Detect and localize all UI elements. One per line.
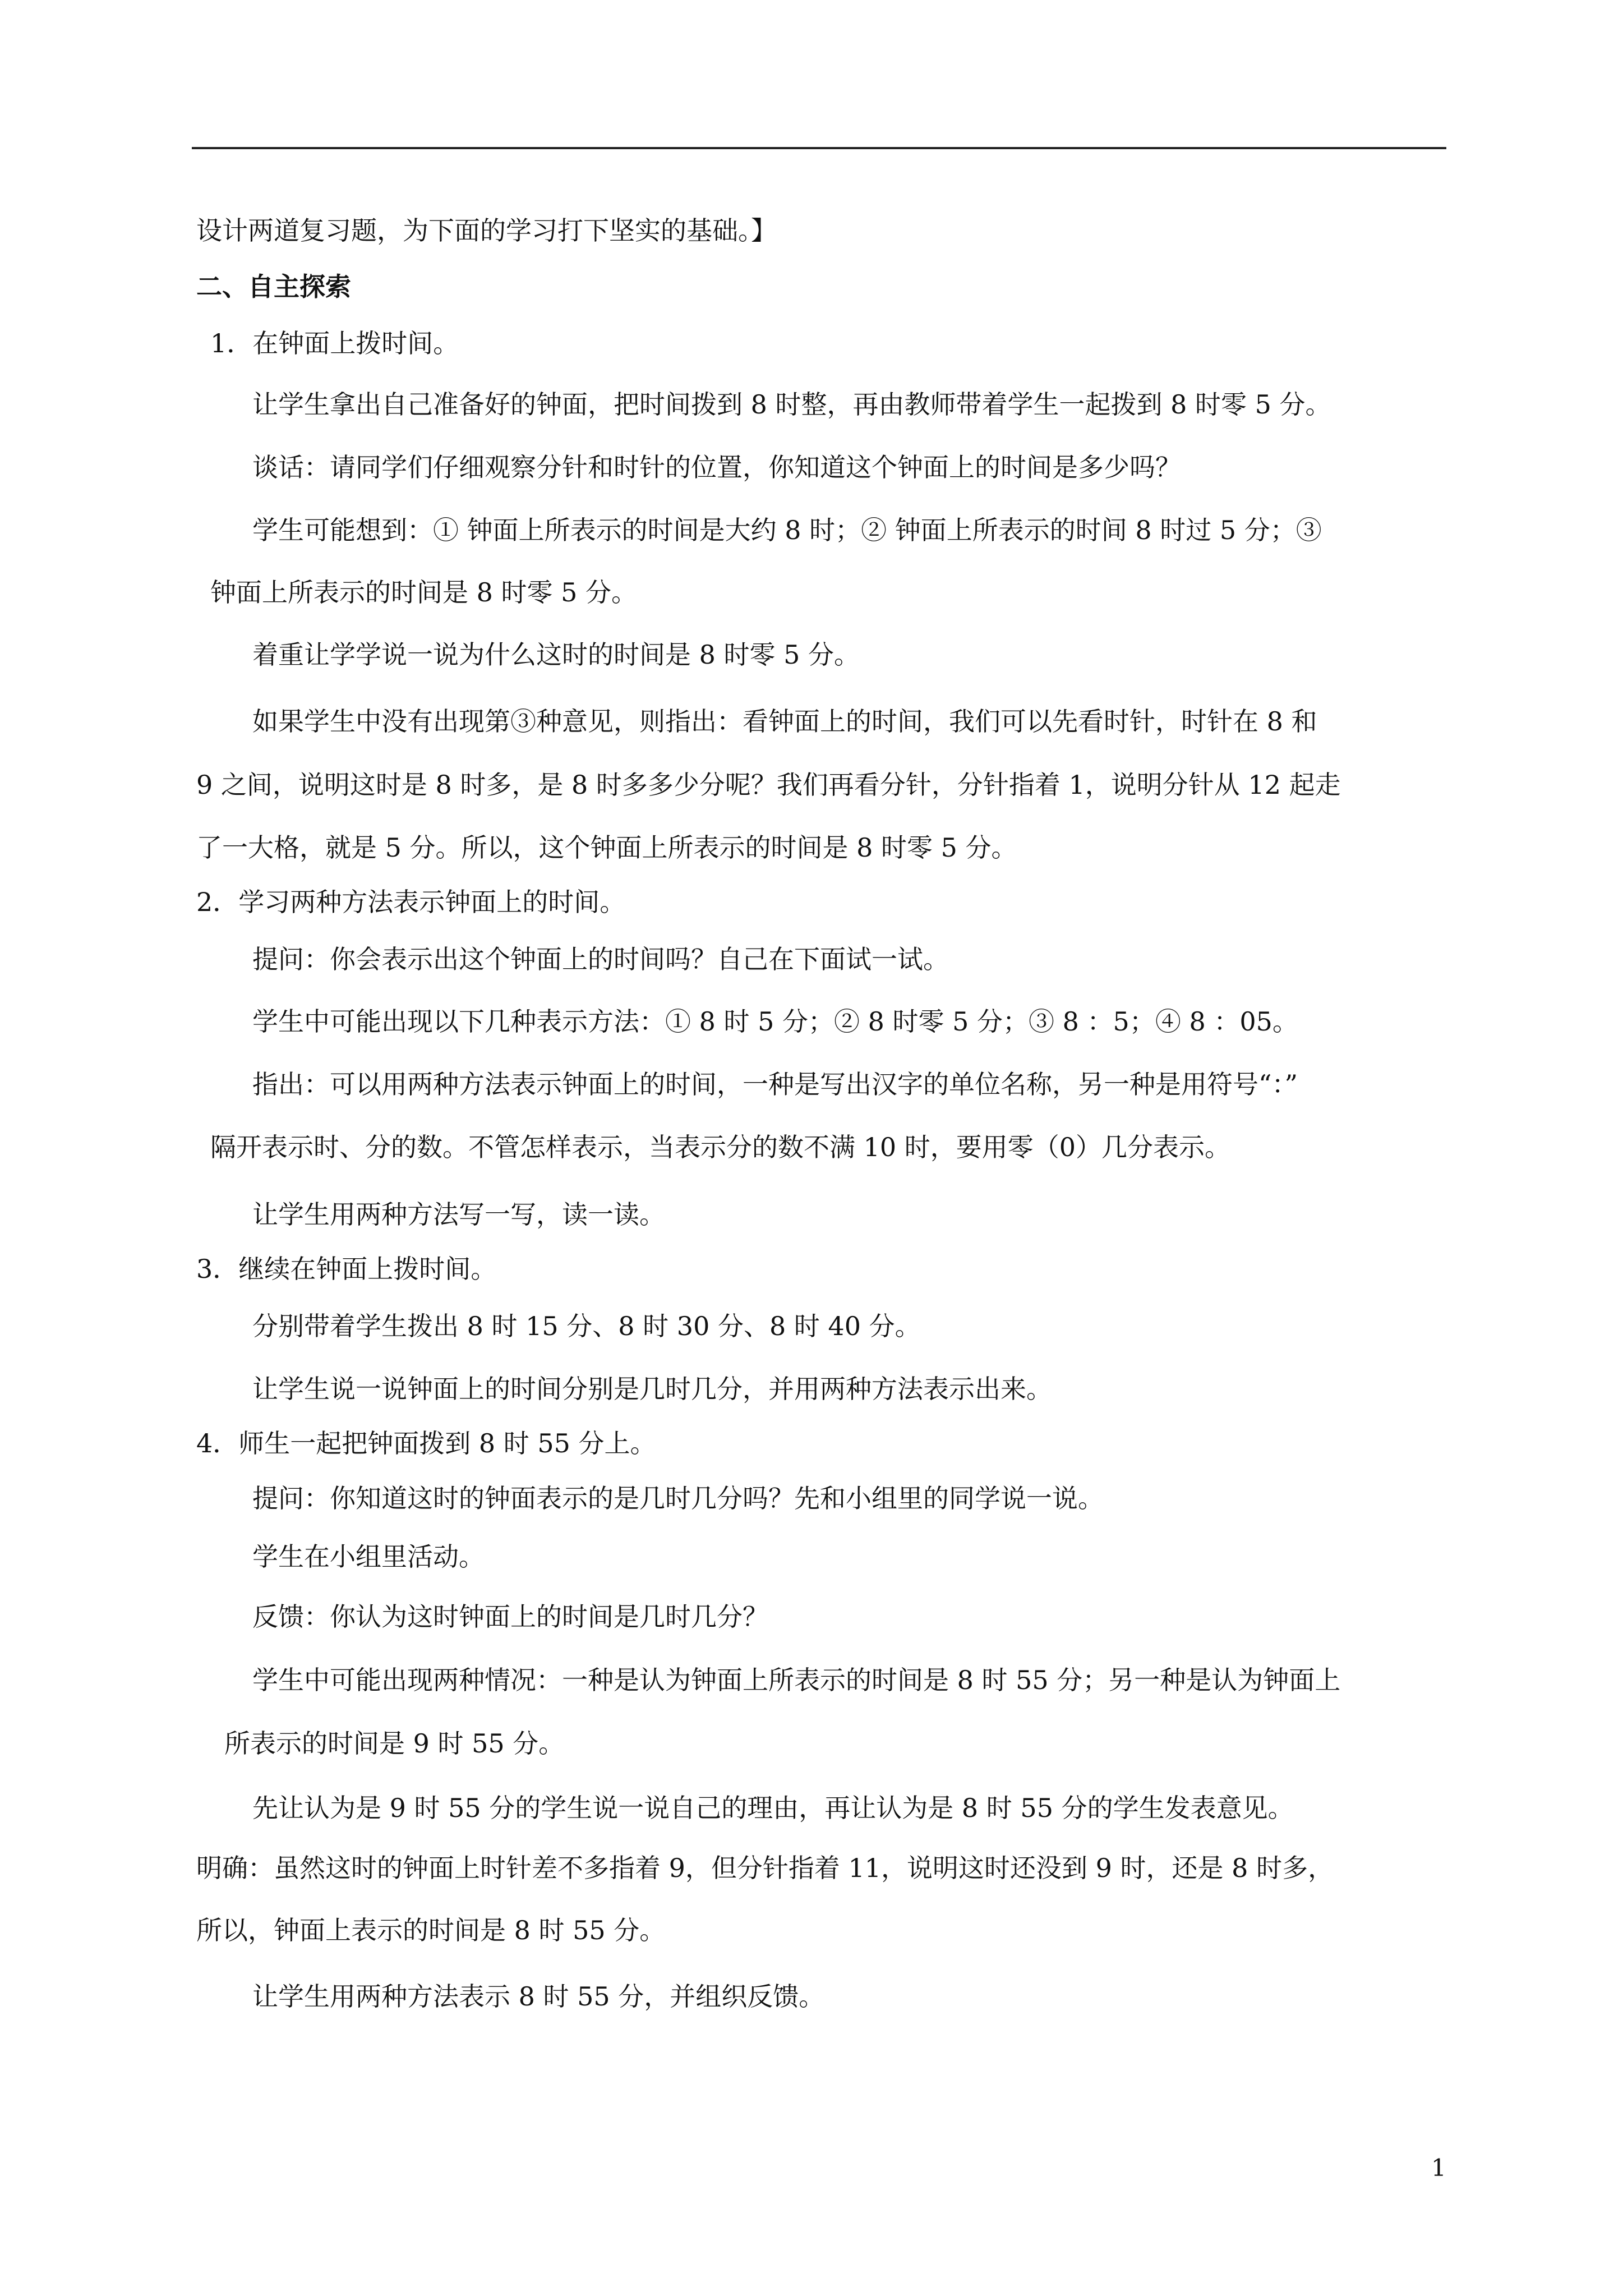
text-line: 提问：你会表示出这个钟面上的时间吗？自己在下面试一试。 [252,944,949,974]
subsection-heading: 4．师生一起把钟面拨到 8 时 55 分上。 [196,1428,656,1458]
text-line: 9 之间，说明这时是 8 时多，是 8 时多多少分呢？我们再看分针，分针指着 1，说明分针从 12 起走 [196,770,1341,800]
text-line: 反馈：你认为这时钟面上的时间是几时几分？ [252,1602,768,1632]
text-line: 让学生拿出自己准备好的钟面，把时间拨到 8 时整，再由教师带着学生一起拨到 8 时零 5 分。 [252,389,1331,420]
subsection-heading: 2．学习两种方法表示钟面上的时间。 [196,887,626,917]
subsection-heading: 3．继续在钟面上拨时间。 [196,1254,497,1284]
text-line: 所表示的时间是 9 时 55 分。 [224,1728,565,1759]
section-heading: 二、自主探索 [196,272,351,302]
text-line: 设计两道复习题，为下面的学习打下坚实的基础。】 [196,215,777,246]
text-line: 所以，钟面上表示的时间是 8 时 55 分。 [196,1915,666,1945]
text-line: 着重让学学说一说为什么这时的时间是 8 时零 5 分。 [252,639,860,670]
header-rule [192,147,1446,149]
text-line: 谈话：请同学们仔细观察分针和时针的位置，你知道这个钟面上的时间是多少吗？ [252,452,1181,482]
text-line: 让学生用两种方法表示 8 时 55 分，并组织反馈。 [252,1981,825,2012]
text-line: 学生在小组里活动。 [252,1542,485,1572]
text-line: 指出：可以用两种方法表示钟面上的时间，一种是写出汉字的单位名称，另一种是用符号“：” [252,1069,1298,1099]
text-line: 明确：虽然这时的钟面上时针差不多指着 9，但分针指着 11，说明这时还没到 9 时，还是 8 时多， [196,1853,1334,1883]
text-line: 学生中可能出现两种情况：一种是认为钟面上所表示的时间是 8 时 55 分；另一种是认为钟面上 [252,1665,1341,1695]
text-line: 分别带着学生拨出 8 时 15 分、8 时 30 分、8 时 40 分。 [252,1311,921,1341]
text-line: 钟面上所表示的时间是 8 时零 5 分。 [210,577,638,608]
text-line: 先让认为是 9 时 55 分的学生说一说自己的理由，再让认为是 8 时 55 分的学生发表意见。 [252,1793,1294,1823]
text-line: 如果学生中没有出现第③种意见，则指出：看钟面上的时间，我们可以先看时针，时针在 8 和 [252,706,1317,737]
text-line: 学生中可能出现以下几种表示方法：① 8 时 5 分；② 8 时零 5 分；③ 8 ：5；④ 8 ：05。 [252,1006,1298,1037]
text-line: 提问：你知道这时的钟面表示的是几时几分吗？先和小组里的同学说一说。 [252,1483,1104,1513]
text-line: 让学生说一说钟面上的时间分别是几时几分，并用两种方法表示出来。 [252,1374,1052,1404]
text-line: 隔开表示时、分的数。不管怎样表示，当表示分的数不满 10 时，要用零（0）几分表示。 [210,1132,1231,1162]
text-line: 学生可能想到：① 钟面上所表示的时间是大约 8 时；② 钟面上所表示的时间 8 时过 5 分；③ [252,515,1322,545]
page-number: 1 [1431,2154,1446,2182]
text-line: 让学生用两种方法写一写，读一读。 [252,1199,665,1230]
subsection-heading: 1．在钟面上拨时间。 [210,328,459,358]
text-line: 了一大格，就是 5 分。所以，这个钟面上所表示的时间是 8 时零 5 分。 [196,832,1017,863]
